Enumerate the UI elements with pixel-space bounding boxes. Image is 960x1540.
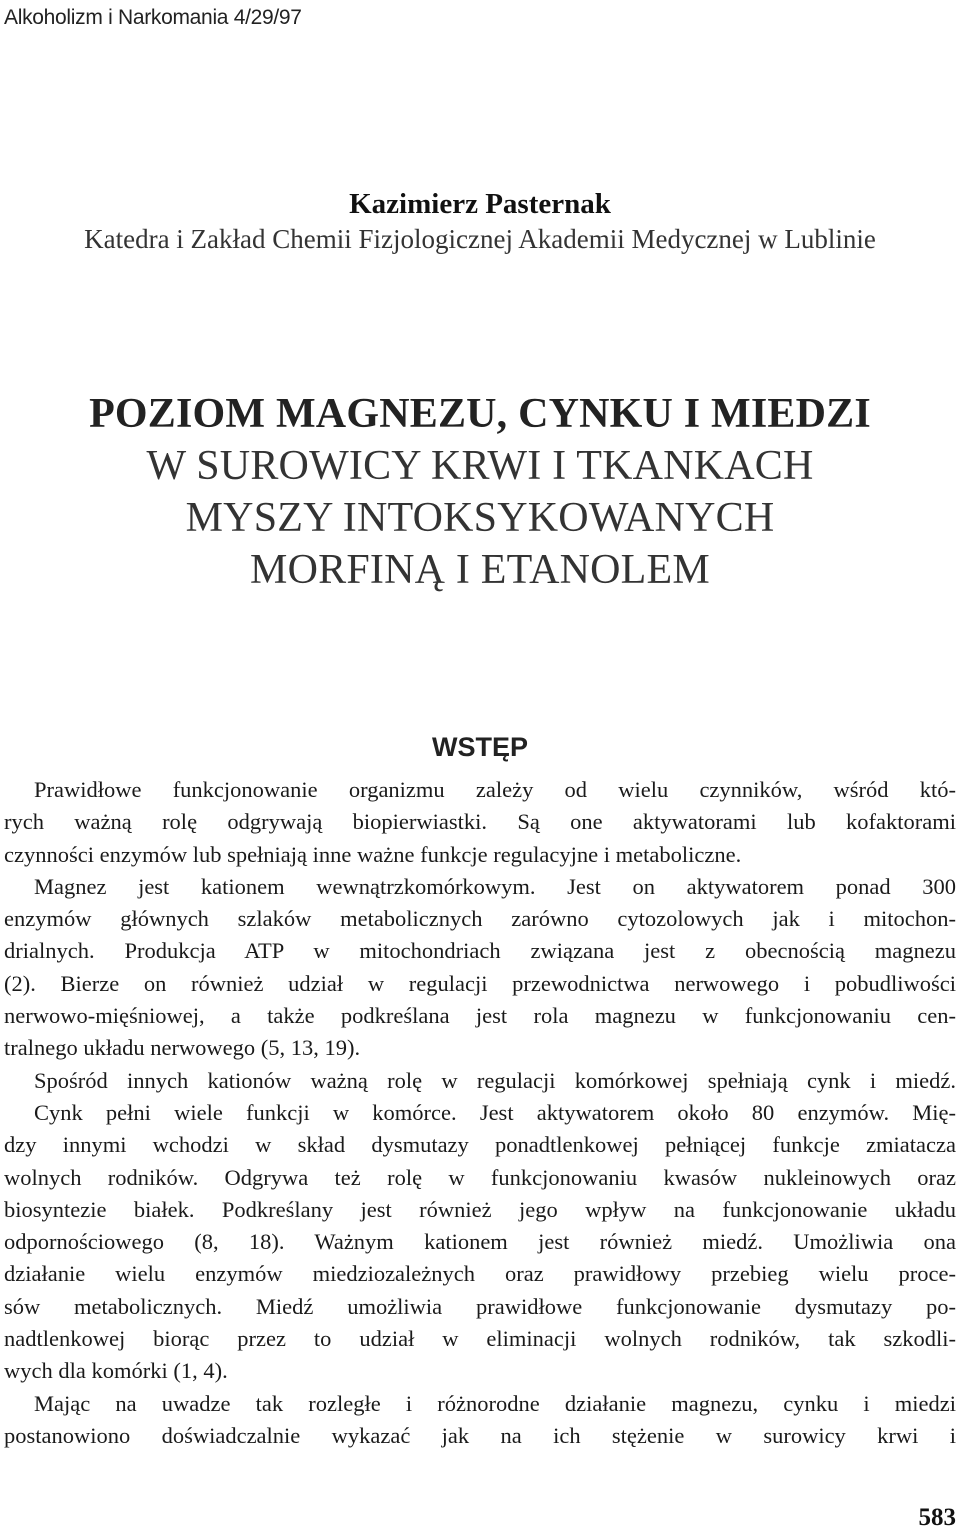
body-line: nerwowo-mięśniowej, a także podkreślana jest rola magnezu w funkcjonowaniu cen- (4, 1003, 956, 1029)
title-line-4: MORFINĄ I ETANOLEM (250, 547, 710, 593)
body-line: Spośród innych kationów ważną rolę w regulacji komórkowej spełniają cynk i miedź. (34, 1067, 956, 1093)
body-line: wolnych rodników. Odgrywa też rolę w funkcjonowaniu kwasów nukleinowych oraz (4, 1164, 956, 1190)
body-line: enzymów głównych szlaków metabolicznych zarówno cytozolowych jak i mitochon- (4, 906, 956, 932)
title-line-1: POZIOM MAGNEZU, CYNKU I MIEDZI (89, 391, 871, 437)
body-line: sów metabolicznych. Miedź umożliwia prawidłowe funkcjonowanie dysmutazy po- (4, 1293, 956, 1319)
body-line: Magnez jest kationem wewnątrzkomórkowym. Jest on aktywatorem ponad 300 (34, 873, 956, 899)
title-line-3: MYSZY INTOKSYKOWANYCH (185, 495, 775, 541)
body-line: Mając na uwadze tak rozległe i różnorodne działanie magnezu, cynku i miedzi (34, 1390, 956, 1416)
body-line: Cynk pełni wiele funkcji w komórce. Jest aktywatorem około 80 enzymów. Mię- (34, 1099, 956, 1125)
section-heading: WSTĘP (431, 732, 528, 762)
body-line: tralnego układu nerwowego (5, 13, 19). (4, 1035, 361, 1061)
body-line: odpornościowego (8, 18). Ważnym kationem jest również miedź. Umożliwia ona (4, 1229, 956, 1255)
body-line: działanie wielu enzymów miedziozależnych oraz prawidłowy przebieg wielu proce- (4, 1261, 956, 1287)
body-line: (2). Bierze on również udział w regulacji przewodnictwa nerwowego i pobudliwości (4, 970, 956, 996)
body-line: drialnych. Produkcja ATP w mitochondriach związana jest z obecnością magnezu (4, 938, 956, 964)
body-line: Prawidłowe funkcjonowanie organizmu zależy od wielu czynników, wśród któ- (34, 777, 956, 802)
body-line: wych dla komórki (1, 4). (4, 1358, 228, 1384)
body-line: dzy innymi wchodzi w skład dysmutazy ponadtlenkowej pełniącej funkcje zmiatacza (4, 1132, 956, 1158)
body-line: czynności enzymów lub spełniają inne ważne funkcje regulacyjne i metaboliczne. (4, 841, 742, 867)
article-title (0, 388, 960, 596)
author-affiliation: Katedra i Zakład Chemii Fizjologicznej Akademii Medycznej w Lublinie (84, 224, 876, 254)
body-line: postanowiono doświadczalnie wykazać jak na ich stężenie w surowicy krwi i (4, 1422, 956, 1448)
title-line-2: W SUROWICY KRWI I TKANKACH (146, 443, 814, 489)
body-text (4, 774, 956, 1452)
author-name: Kazimierz Pasternak (349, 188, 611, 220)
body-line: rych ważną rolę odgrywają biopierwiastki. Są one aktywatorami lub kofaktorami (4, 809, 956, 835)
page-number: 583 (918, 1504, 956, 1531)
running-head: Alkoholizm i Narkomania 4/29/97 (4, 6, 302, 29)
body-line: biosyntezie białek. Podkreślany jest również jego wpływ na funkcjonowanie układu (4, 1196, 956, 1222)
body-line: nadtlenkowej biorąc przez to udział w eliminacji wolnych rodników, tak szkodli- (4, 1326, 956, 1352)
